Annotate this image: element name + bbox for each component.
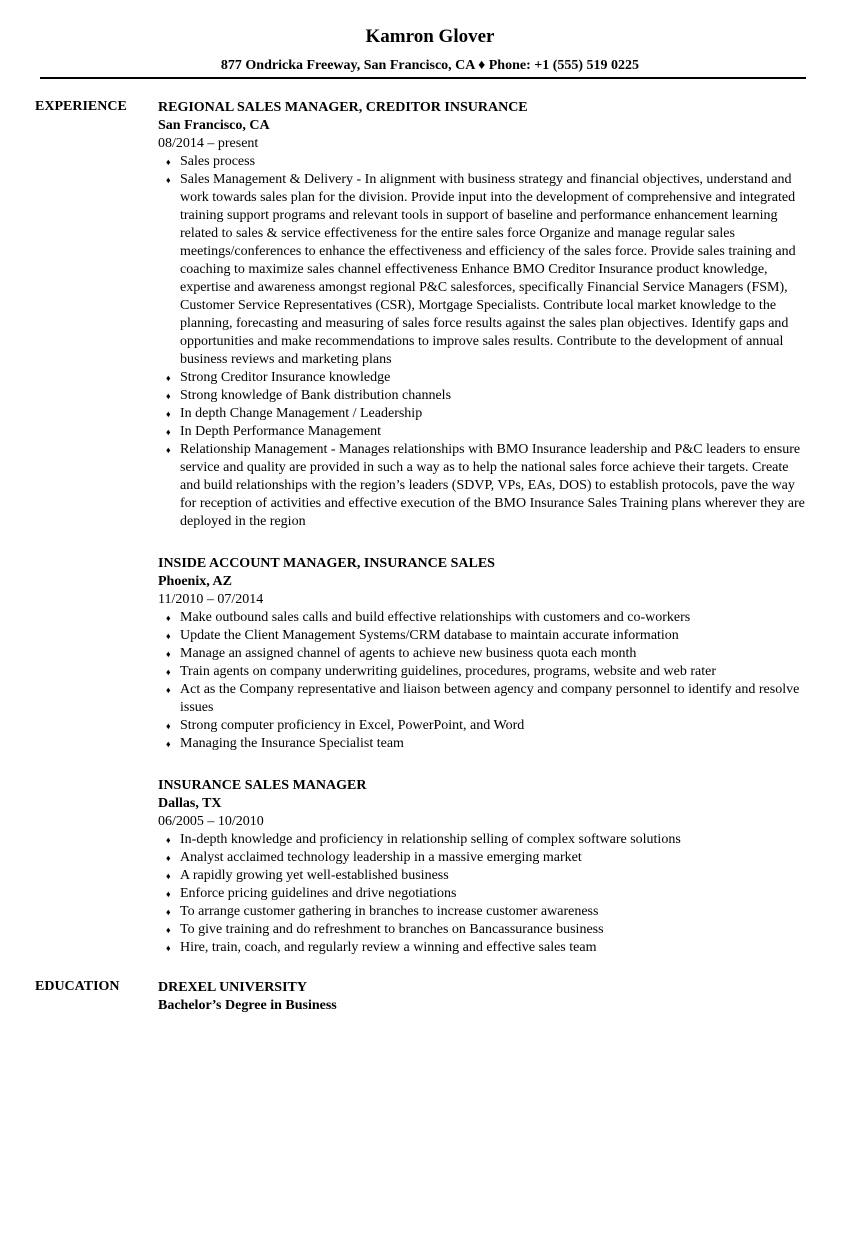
- list-item: ♦ Strong knowledge of Bank distribution channels: [180, 387, 808, 405]
- job-title: REGIONAL SALES MANAGER, CREDITOR INSURANCE: [158, 100, 528, 115]
- job-entry: [158, 99, 808, 531]
- job-dates: 06/2005 – 10/2010: [158, 814, 264, 829]
- list-item: ♦ Manage an assigned channel of agents to achieve new business quota each month: [180, 645, 808, 663]
- list-item: ♦ Enforce pricing guidelines and drive negotiations: [180, 885, 808, 903]
- list-item: ♦ Make outbound sales calls and build effective relationships with customers and co-workers: [180, 609, 808, 627]
- list-item: ♦ A rapidly growing yet well-established business: [180, 867, 808, 885]
- school-name: DREXEL UNIVERSITY: [158, 980, 307, 995]
- job-location: San Francisco, CA: [158, 118, 270, 133]
- list-item: ♦ Train agents on company underwriting guidelines, procedures, programs, website and web rater: [180, 663, 808, 681]
- header-divider: [40, 77, 806, 79]
- job-entry: [158, 777, 808, 957]
- contact-line: 877 Ondricka Freeway, San Francisco, CA ♦ Phone: +1 (555) 519 0225: [220, 58, 640, 73]
- list-item: ♦ Hire, train, coach, and regularly review a winning and effective sales team: [180, 939, 808, 957]
- list-item: ♦ Strong computer proficiency in Excel, PowerPoint, and Word: [180, 717, 808, 735]
- list-item: ♦ Strong Creditor Insurance knowledge: [180, 369, 808, 387]
- list-item: ♦ In depth Change Management / Leadership: [180, 405, 808, 423]
- list-item: ♦ Relationship Management - Manages relationships with BMO Insurance leadership and P&C leaders to ensure service and quality are provided in such a way as to help the national sales force achieve their targets. Create and build relationships with the region’s leaders (SDVP, VPs, EAs, DOS) to establish protocols, pave the way for reception of activities and effective execution of the BMO Insurance Sales Training plans wherever they are deployed in the region: [180, 441, 808, 531]
- list-item: ♦ Managing the Insurance Specialist team: [180, 735, 808, 753]
- bullet-list: [158, 831, 808, 957]
- list-item: ♦ Update the Client Management Systems/CRM database to maintain accurate information: [180, 627, 808, 645]
- list-item: ♦ In Depth Performance Management: [180, 423, 808, 441]
- job-list: [158, 99, 808, 981]
- bullet-list: [158, 153, 808, 531]
- bullet-list: [158, 609, 808, 753]
- list-item: ♦ Analyst acclaimed technology leadership in a massive emerging market: [180, 849, 808, 867]
- job-entry: [158, 555, 808, 753]
- list-item: ♦ Sales Management & Delivery - In alignment with business strategy and financial objectives, understand and work towards sales plan for the division. Provide input into the development of comprehensive and integrated training support programs and relevant tools in support of baseline and performance enhancement learning related to sales & service effectiveness for the entire sales force Organize and manage regular sales meetings/conferences to enhance the effectiveness and efficiency of the sales force. Provide sales training and coaching to maximize sales channel effectiveness Enhance BMO Creditor Insurance product knowledge, expertise and awareness amongst regional P&C salesforces, specifically Financial Service Managers (FSM), Customer Service Representatives (CSR), Mortgage Specialists. Contribute local market knowledge to the planning, forecasting and measuring of sales force results against the sales plan objectives. Identify gaps and opportunities and make recommendations to improve sales results. Contribute to the development of annual business reviews and marketing plans: [180, 171, 808, 369]
- list-item: ♦ Sales process: [180, 153, 808, 171]
- section-label-education: EDUCATION: [35, 979, 120, 994]
- job-dates: 08/2014 – present: [158, 136, 259, 151]
- degree: Bachelor’s Degree in Business: [158, 998, 337, 1013]
- job-title: INSIDE ACCOUNT MANAGER, INSURANCE SALES: [158, 556, 495, 571]
- list-item: ♦ Act as the Company representative and liaison between agency and company personnel to identify and resolve issues: [180, 681, 808, 717]
- job-location: Phoenix, AZ: [158, 574, 232, 589]
- list-item: ♦ To give training and do refreshment to branches on Bancassurance business: [180, 921, 808, 939]
- list-item: ♦ In-depth knowledge and proficiency in relationship selling of complex software solutions: [180, 831, 808, 849]
- job-title: INSURANCE SALES MANAGER: [158, 778, 367, 793]
- candidate-name: Kamron Glover: [365, 26, 495, 47]
- job-dates: 11/2010 – 07/2014: [158, 592, 264, 607]
- section-label-experience: EXPERIENCE: [35, 99, 127, 114]
- list-item: ♦ To arrange customer gathering in branches to increase customer awareness: [180, 903, 808, 921]
- job-location: Dallas, TX: [158, 796, 222, 811]
